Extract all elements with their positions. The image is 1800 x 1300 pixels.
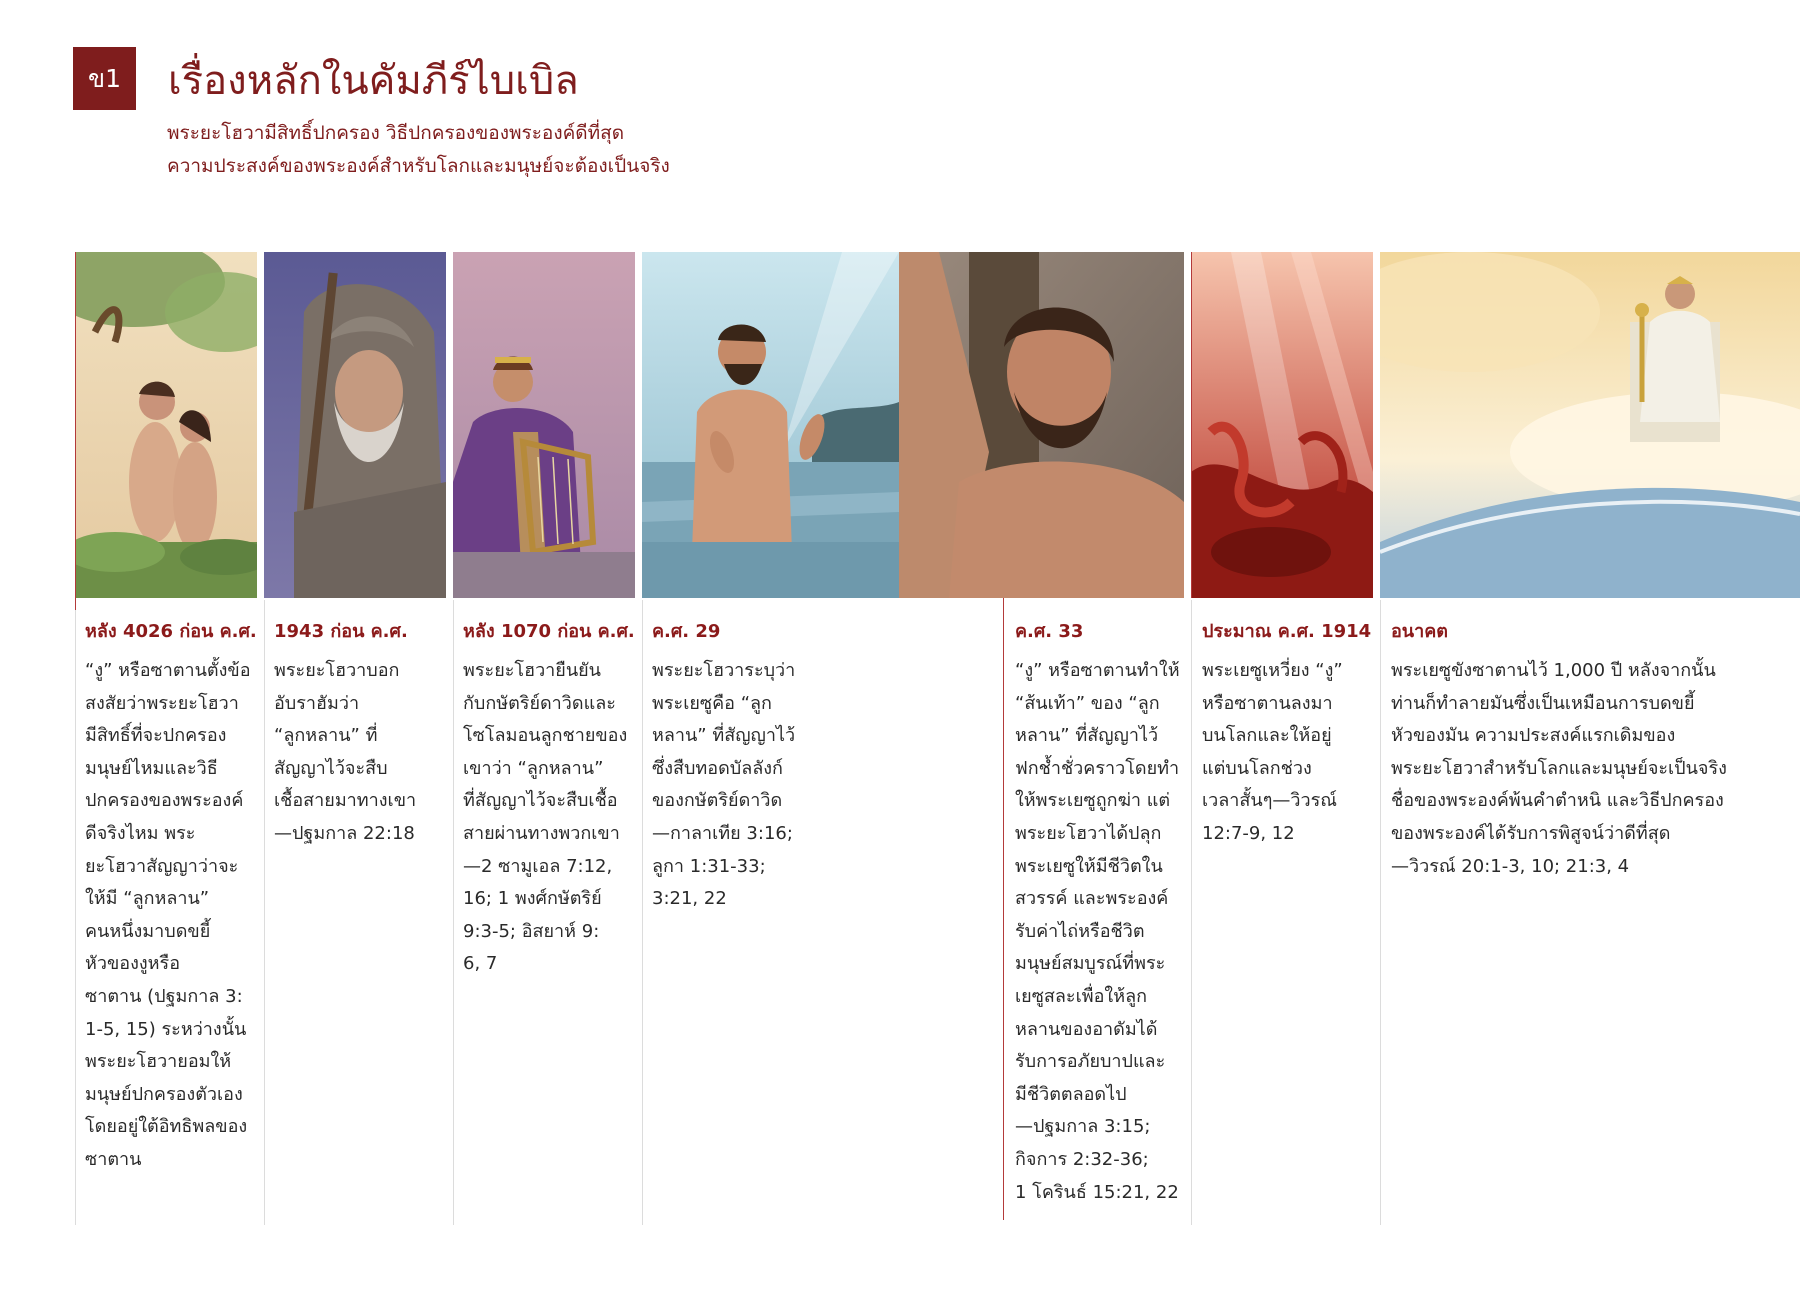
appendix-badge: ข1 (73, 47, 136, 110)
timeline-date: ค.ศ. 33 (1015, 621, 1084, 642)
subtitle-line-2: ความประสงค์ของพระองค์สำหรับโลกและมนุษย์จะต้องเป็นจริง (167, 155, 670, 177)
timeline-date: ประมาณ ค.ศ. 1914 (1202, 621, 1372, 642)
divider-1 (75, 252, 76, 610)
jesus-stake-illustration (899, 252, 1184, 598)
timeline-text: พระยะโฮวายืนยัน กับกษัตริย์ดาวิดและ โซโลมอนลูกชายของ เขาว่า “ลูกหลาน” ที่สัญญาไว้จะสืบเชื้อ สายผ่านทางพวกเขา —2 ซามูเอล 7:12, 16; 1 พงศ์กษัตริย์ 9:3-5; อิสยาห์ 9: 6, 7 (463, 660, 628, 975)
timeline-date: 1943 ก่อน ค.ศ. (274, 621, 408, 642)
subtitle-line-1: พระยะโฮวามีสิทธิ์ปกครอง วิธีปกครองของพระองค์ดีที่สุด (167, 122, 625, 144)
timeline-date: อนาคต (1391, 621, 1448, 642)
timeline-text: “งู” หรือซาตานตั้งข้อ สงสัยว่าพระยะโฮวา มีสิทธิ์ที่จะปกครอง มนุษย์ไหมและวิธี ปกครองของพระองค์ ดีจริงไหม พระ ยะโฮวาสัญญาว่าจะ ให้มี “ลูกหลาน” คนหนึ่งมาบดขยี้ หัวของงูหรือ ซาตาน (ปฐมกาล 3: 1-5, 15) ระหว่างนั้น พระยะโฮวายอมให้ มนุษย์ปกครองตัวเอง โดยอยู่ใต้อิทธิพลของ ซาตาน (85, 660, 251, 1170)
timeline-text: พระยะโฮวาบอก อับราฮัมว่า “ลูกหลาน” ที่ สัญญาไว้จะสืบ เชื้อสายมาทางเขา —ปฐมกาล 22:18 (274, 660, 417, 844)
timeline-text: พระยะโฮวาระบุว่า พระเยซูคือ “ลูก หลาน” ที่สัญญาไว้ ซึ่งสืบทอดบัลลังก์ ของกษัตริย์ดาวิด —กาลาเทีย 3:16; ลูกา 1:31-33; 3:21, 22 (652, 660, 796, 910)
divider-6-top (1191, 252, 1192, 598)
page-title: เรื่องหลักในคัมภีร์ไบเบิล (168, 58, 579, 104)
satan-cast-down-illustration (1191, 252, 1373, 598)
david-harp-illustration (453, 252, 635, 598)
timeline-text: พระเยซูเหวี่ยง “งู” หรือซาตานลงมา บนโลกและให้อยู่ แต่บนโลกช่วง เวลาสั้นๆ—วิวรณ์ 12:7-9, 12 (1202, 660, 1343, 844)
baptism-illustration (642, 252, 899, 598)
timeline-date: หลัง 4026 ก่อน ค.ศ. (85, 621, 257, 642)
timeline-text: “งู” หรือซาตานทำให้ “ส้นเท้า” ของ “ลูก หลาน” ที่สัญญาไว้ ฟกช้ำชั่วคราวโดยทำ ให้พระเยซูถูกฆ่า แต่ พระยะโฮวาได้ปลุก พระเยซูให้มีชีวิตใน สวรรค์ และพระองค์ รับค่าไถ่หรือชีวิต มนุษย์สมบูรณ์ที่พระ เยซูสละเพื่อให้ลูก หลานของอาดัมได้ รับการอภัยบาปและ มีชีวิตตลอดไป —ปฐมกาล 3:15; กิจการ 2:32-36; 1 โครินธ์ 15:21, 22 (1015, 660, 1180, 1203)
timeline-date: หลัง 1070 ก่อน ค.ศ. (463, 621, 635, 642)
timeline-text: พระเยซูขังซาตานไว้ 1,000 ปี หลังจากนั้น ท่านก็ทำลายมันซึ่งเป็นเหมือนการบดขยี้ หัวของมัน ความประสงค์แรกเดิมของ พระยะโฮวาสำหรับโลกและมนุษย์จะเป็นจริง ชื่อของพระองค์พ้นคำตำหนิ และวิธีปกครอง ของพระองค์ได้รับการพิสูจน์ว่าดีที่สุด —วิวรณ์ 20:1-3, 10; 21:3, 4 (1391, 660, 1727, 877)
kingdom-throne-illustration (1380, 252, 1800, 598)
timeline-date: ค.ศ. 29 (652, 621, 721, 642)
divider-5 (1003, 598, 1004, 1220)
divider-1-lower (75, 610, 76, 1225)
abraham-illustration (264, 252, 446, 598)
eden-serpent-illustration (75, 252, 257, 598)
